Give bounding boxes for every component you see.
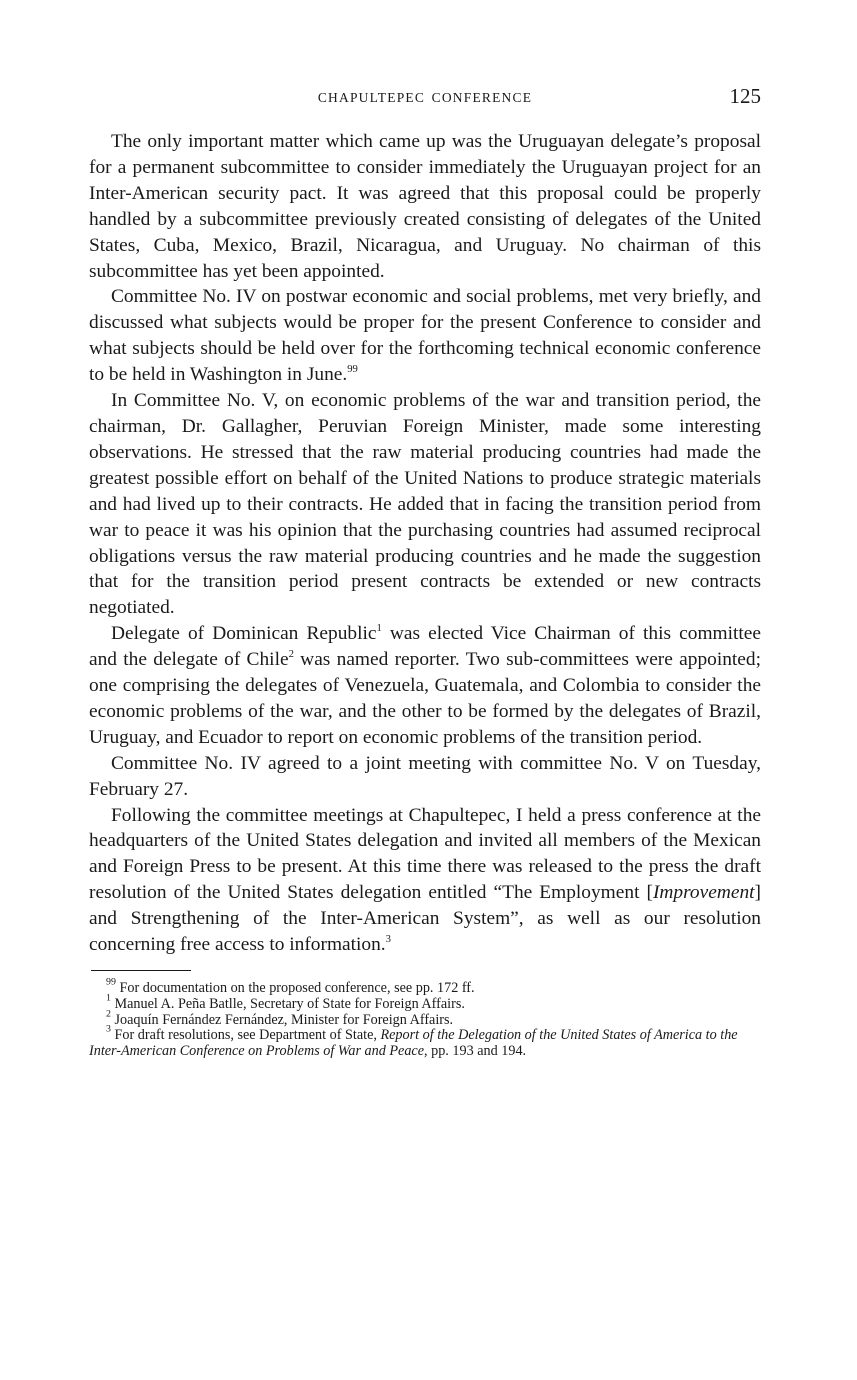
footnote-3-text-b: , pp. 193 and 194. [424, 1043, 527, 1060]
footnote-2-marker: 2 [106, 1008, 111, 1020]
paragraph-2 [89, 284, 761, 388]
footnote-ref-99: 99 [347, 363, 358, 376]
paragraph-4 [89, 621, 761, 751]
paragraph-6-emphasis: Improvement [652, 882, 755, 904]
footnote-99-text: For documentation on the proposed conference, see pp. 172 ff. [119, 980, 475, 996]
footnote-3-marker: 3 [106, 1023, 111, 1035]
paragraph-3: In Committee No. V, on economic problems of the war and transition period, the chairman, Dr. Gallagher, Peruvian Foreign Minister, made some interesting observations. He stressed that the raw material producing countries had made the greatest possible effort on behalf of the United Nations to produce strategic materials and had lived up to their contracts. He added that in facing the transition period from war to peace it was his opinion that the purchasing countries had assumed reciprocal obligations versus the raw material producing countries and he made the suggestion that for the transition period present contracts be extended or new contracts negotiated. [89, 390, 761, 619]
footnote-2-text: Joaquín Fernández Fernández, Minister for Foreign Affairs. [114, 1011, 454, 1028]
footnote-1-marker: 1 [106, 992, 111, 1004]
paragraph-1: The only important matter which came up was the Uruguayan delegate’s proposal for a permanent subcommittee to consider immediately the Uruguayan project for an Inter-American security pact. It was agreed that this proposal could be properly handled by a subcommittee previously created consisting of delegates of the United States, Cuba, Mexico, Brazil, Nicaragua, and Uruguay. No chairman of this subcommittee has yet been appointed. [89, 131, 761, 282]
footnote-1 [89, 992, 761, 1013]
footnote-3 [89, 1023, 761, 1060]
paragraph-6-part-b: ] and Strengthening of the Inter-American System”, as well as our resolution concerning free access to information. [89, 882, 761, 956]
page [89, 84, 761, 1060]
footnotes [89, 976, 761, 1060]
footnote-99-marker: 99 [106, 976, 116, 988]
paragraph-6 [89, 803, 761, 958]
footnote-ref-1: 1 [376, 622, 382, 635]
footnote-3-report-title: Report of the Delegation of the United States of America to the Inter-American Conference on Problems of War and Peace [89, 1027, 738, 1060]
footnote-3-text-a: For draft resolutions, see Department of State, [114, 1027, 381, 1044]
footnote-1-text: Manuel A. Peña Batlle, Secretary of State for Foreign Affairs. [114, 995, 465, 1012]
running-title: CHAPULTEPEC CONFERENCE [317, 90, 533, 105]
paragraph-4-part-c: was named reporter. Two sub-committees were appointed; one comprising the delegates of Venezuela, Guatemala, and Colombia to consider the economic problems of the war, and the other to be formed by the delegates of Brazil, Uruguay, and Ecuador to report on economic problems of the transition period. [89, 649, 761, 748]
footnote-ref-3: 3 [385, 933, 391, 946]
footnote-divider [91, 970, 191, 971]
page-number: 125 [729, 84, 761, 108]
footnote-99 [89, 976, 761, 997]
paragraph-6-part-a: Following the committee meetings at Chapultepec, I held a press conference at the headquarters of the United States delegation and invited all members of the Mexican and Foreign Press to be present. At this time there was released to the press the draft resolution of the United States delegation entitled “The Employment [ [89, 804, 761, 904]
paragraph-2-text: Committee No. IV on postwar economic and social problems, met very briefly, and discussed what subjects would be proper for the present Conference to consider and what subjects should be held over for the forthcoming technical economic conference to be held in Washington in June. [89, 286, 761, 386]
paragraph-4-part-a: Delegate of Dominican Republic [111, 623, 377, 645]
paragraph-5: Committee No. IV agreed to a joint meeting with committee No. V on Tuesday, February 27. [89, 752, 761, 800]
page-header [89, 84, 761, 114]
paragraph-4-part-b: was elected Vice Chairman of this committee and the delegate of Chile [89, 623, 761, 671]
footnote-ref-2: 2 [288, 648, 294, 661]
body-text [89, 129, 761, 958]
